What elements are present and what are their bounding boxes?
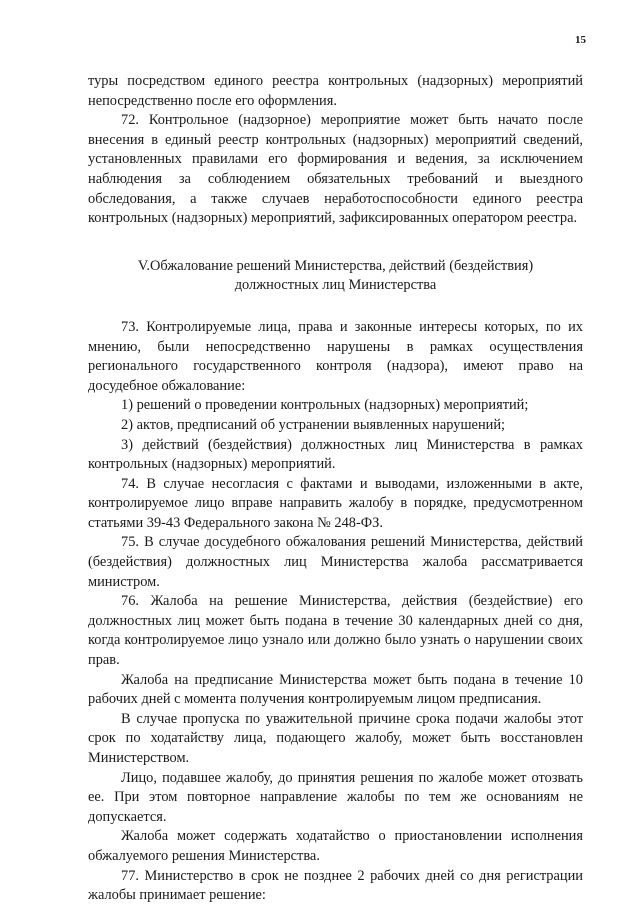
paragraph-suspension-request: Жалоба может содержать ходатайство о приостановлении исполнения обжалуемого решения Министерства. bbox=[88, 828, 583, 864]
list-item-2: 2) актов, предписаний об устранении выявленных нарушений; bbox=[121, 416, 506, 433]
list-item-1: 1) решений о проведении контрольных (надзорных) мероприятий; bbox=[121, 397, 529, 414]
paragraph-74: 74. В случае несогласия с фактами и выводами, изложенными в акте, контролируемое лицо вправе направить жалобу в порядке, предусмотренном статьями 39-43 Федерального закона № 248-ФЗ. bbox=[88, 475, 583, 531]
list-item-3: 3) действий (бездействия) должностных лиц Министерства в рамках контрольных (надзорных) мероприятий. bbox=[88, 436, 583, 473]
paragraph-missed-deadline: В случае пропуска по уважительной причине срока подачи жалобы этот срок по ходатайству лица, подающего жалобу, может быть восстановлен Министерством. bbox=[88, 710, 583, 766]
paragraph-72: 72. Контрольное (надзорное) мероприятие может быть начато после внесения в единый реестр контрольных (надзорных) мероприятий сведений, установленных правилами его формирования и ведения, за исключением наблюдения за соблюдением обязательных требований и выездного обследования, а также случаев неработоспособности единого реестра контрольных (надзорных) мероприятий, зафиксированных оператором реестра. bbox=[88, 112, 583, 227]
page-number: 15 bbox=[575, 34, 586, 46]
paragraph-76: 76. Жалоба на решение Министерства, действия (бездействие) его должностных лиц может быть подана в течение 30 календарных дней со дня, когда контролируемое лицо узнало или должно было узнать о нарушении своих прав. bbox=[88, 593, 583, 669]
paragraph-withdrawal: Лицо, подавшее жалобу, до принятия решения по жалобе может отозвать ее. При этом повторное направление жалобы по тем же основаниям не допускается. bbox=[88, 769, 583, 825]
paragraph-73: 73. Контролируемые лица, права и законные интересы которых, по их мнению, были непосредственно нарушены в рамках осуществления регионального государственного контроля (надзора), имеют право на досудебное обжалование: bbox=[88, 318, 583, 394]
document-body bbox=[88, 72, 583, 906]
paragraph-77: 77. Министерство в срок не позднее 2 рабочих дней со дня регистрации жалобы принимает решение: bbox=[88, 867, 583, 904]
section-heading-line-1: V.Обжалование решений Министерства, действий (бездействия) bbox=[137, 257, 534, 274]
section-heading-line-2: должностных лиц Министерства bbox=[234, 277, 437, 294]
paragraph-continuation: туры посредством единого реестра контрольных (надзорных) мероприятий непосредственно после его оформления. bbox=[88, 73, 583, 109]
section-heading bbox=[88, 257, 583, 296]
paragraph-75: 75. В случае досудебного обжалования решений Министерства, действий (бездействия) должностных лиц Министерства жалоба рассматривается министром. bbox=[88, 534, 583, 590]
paragraph-complaint-prescription: Жалоба на предписание Министерства может быть подана в течение 10 рабочих дней с момента получения контролируемым лицом предписания. bbox=[88, 671, 583, 708]
